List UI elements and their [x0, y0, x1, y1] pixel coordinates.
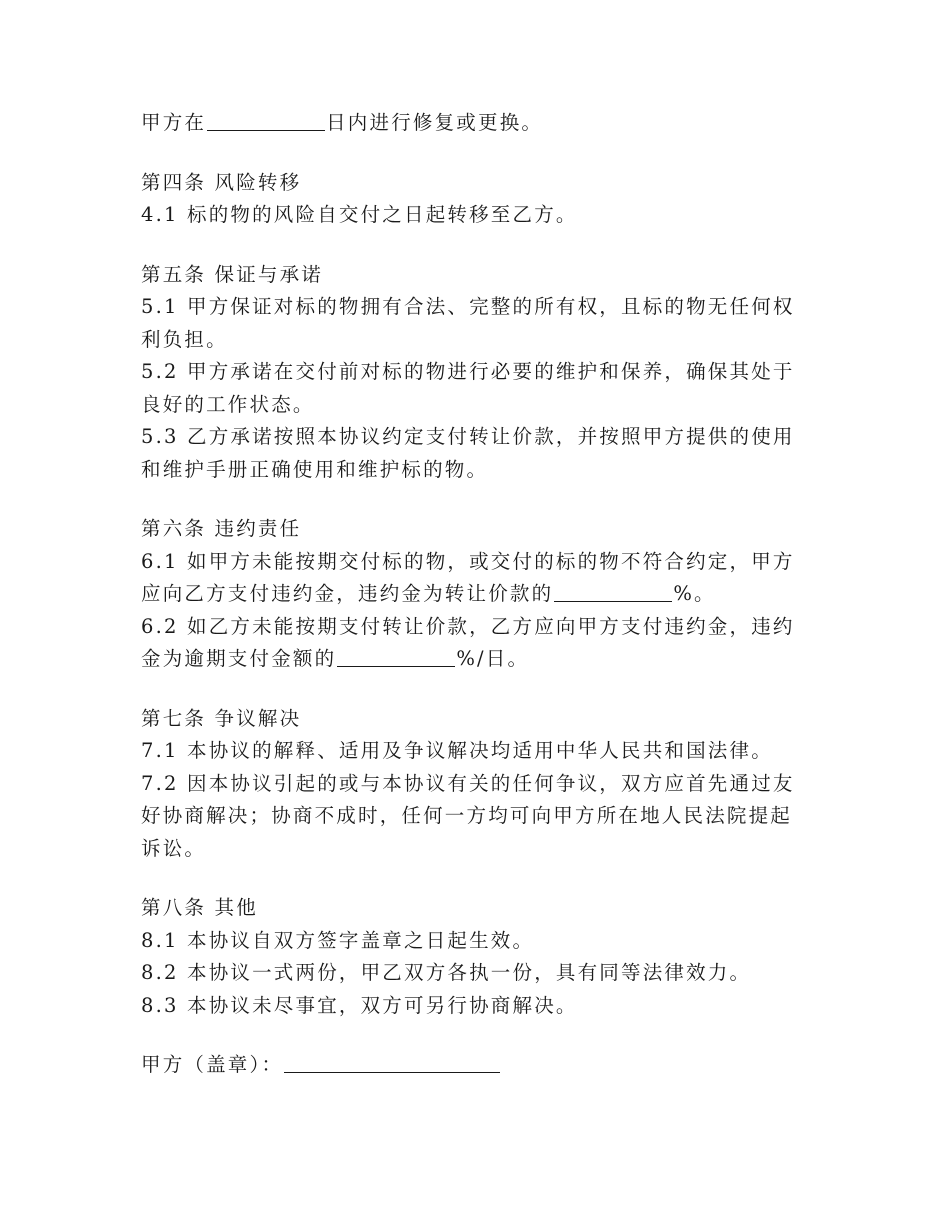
clause-5-1-line-2: 利负担。	[141, 327, 228, 351]
article-5-heading: 第五条 保证与承诺	[141, 262, 323, 286]
clause-8-3: 8.3 本协议未尽事宜，双方可另行协商解决。	[141, 993, 578, 1017]
clause-6-2-text-before: 金为逾期支付金额的	[141, 647, 337, 670]
spacer	[141, 1022, 801, 1049]
intro-text-before: 甲方在	[141, 111, 207, 134]
clause-6-1-text-after: %。	[673, 582, 716, 605]
clause-5-2-line-1: 5.2 甲方承诺在交付前对标的物进行必要的维护和保养，确保其处于	[141, 360, 795, 383]
clause-6-1-text-before: 应向乙方支付违约金，违约金为转让价款的	[141, 582, 554, 605]
intro-text-after: 日内进行修复或更换。	[326, 111, 544, 134]
article-7-heading: 第七条 争议解决	[141, 706, 302, 730]
clause-4-1: 4.1 标的物的风险自交付之日起转移至乙方。	[141, 203, 578, 226]
clause-7-2-line-3: 诉讼。	[141, 836, 207, 860]
clause-5-1-line-1: 5.1 甲方保证对标的物拥有合法、完整的所有权，且标的物无任何权	[141, 295, 795, 318]
clause-7-2-line-2: 好协商解决；协商不成时，任何一方均可向甲方所在地人民法院提起	[141, 804, 793, 827]
spacer	[141, 486, 801, 513]
party-a-seal-label: 甲方（盖章）：	[141, 1053, 284, 1076]
penalty-percent-blank	[554, 581, 672, 602]
clause-6-1-line-2	[141, 578, 801, 611]
spacer	[141, 676, 801, 703]
clause-8-1: 8.1 本协议自双方签字盖章之日起生效。	[141, 928, 535, 952]
article-6-heading: 第六条 违约责任	[141, 517, 302, 540]
clause-6-2-line-2	[141, 643, 801, 676]
clause-5-2-line-2: 良好的工作状态。	[141, 392, 315, 416]
spacer	[141, 865, 801, 892]
clause-5-3-line-1: 5.3 乙方承诺按照本协议约定支付转让价款，并按照甲方提供的使用	[141, 425, 795, 448]
party-a-signature-blank	[284, 1052, 500, 1073]
article-8-heading: 第八条 其他	[141, 896, 258, 919]
spacer	[141, 232, 801, 259]
clause-5-3-line-2: 和维护手册正确使用和维护标的物。	[141, 457, 489, 481]
clause-6-2-line-1: 6.2 如乙方未能按期支付转让价款，乙方应向甲方支付违约金，违约	[141, 614, 795, 638]
clause-6-2-text-after: %/日。	[456, 647, 530, 670]
clause-8-2: 8.2 本协议一式两份，甲乙双方各执一份，具有同等法律效力。	[141, 961, 752, 984]
clause-6-1-line-1: 6.1 如甲方未能按期交付标的物，或交付的标的物不符合约定，甲方	[141, 549, 795, 573]
article-4-heading: 第四条 风险转移	[141, 170, 302, 194]
clause-7-1: 7.1 本协议的解释、适用及争议解决均适用中华人民共和国法律。	[141, 739, 773, 762]
spacer	[141, 140, 801, 167]
agreement-body	[141, 107, 801, 1082]
party-a-signature-line	[141, 1049, 801, 1082]
intro-line	[141, 107, 801, 140]
clause-7-2-line-1: 7.2 因本协议引起的或与本协议有关的任何争议，双方应首先通过友	[141, 771, 795, 795]
daily-penalty-percent-blank	[337, 646, 455, 667]
repair-days-blank	[207, 110, 325, 131]
